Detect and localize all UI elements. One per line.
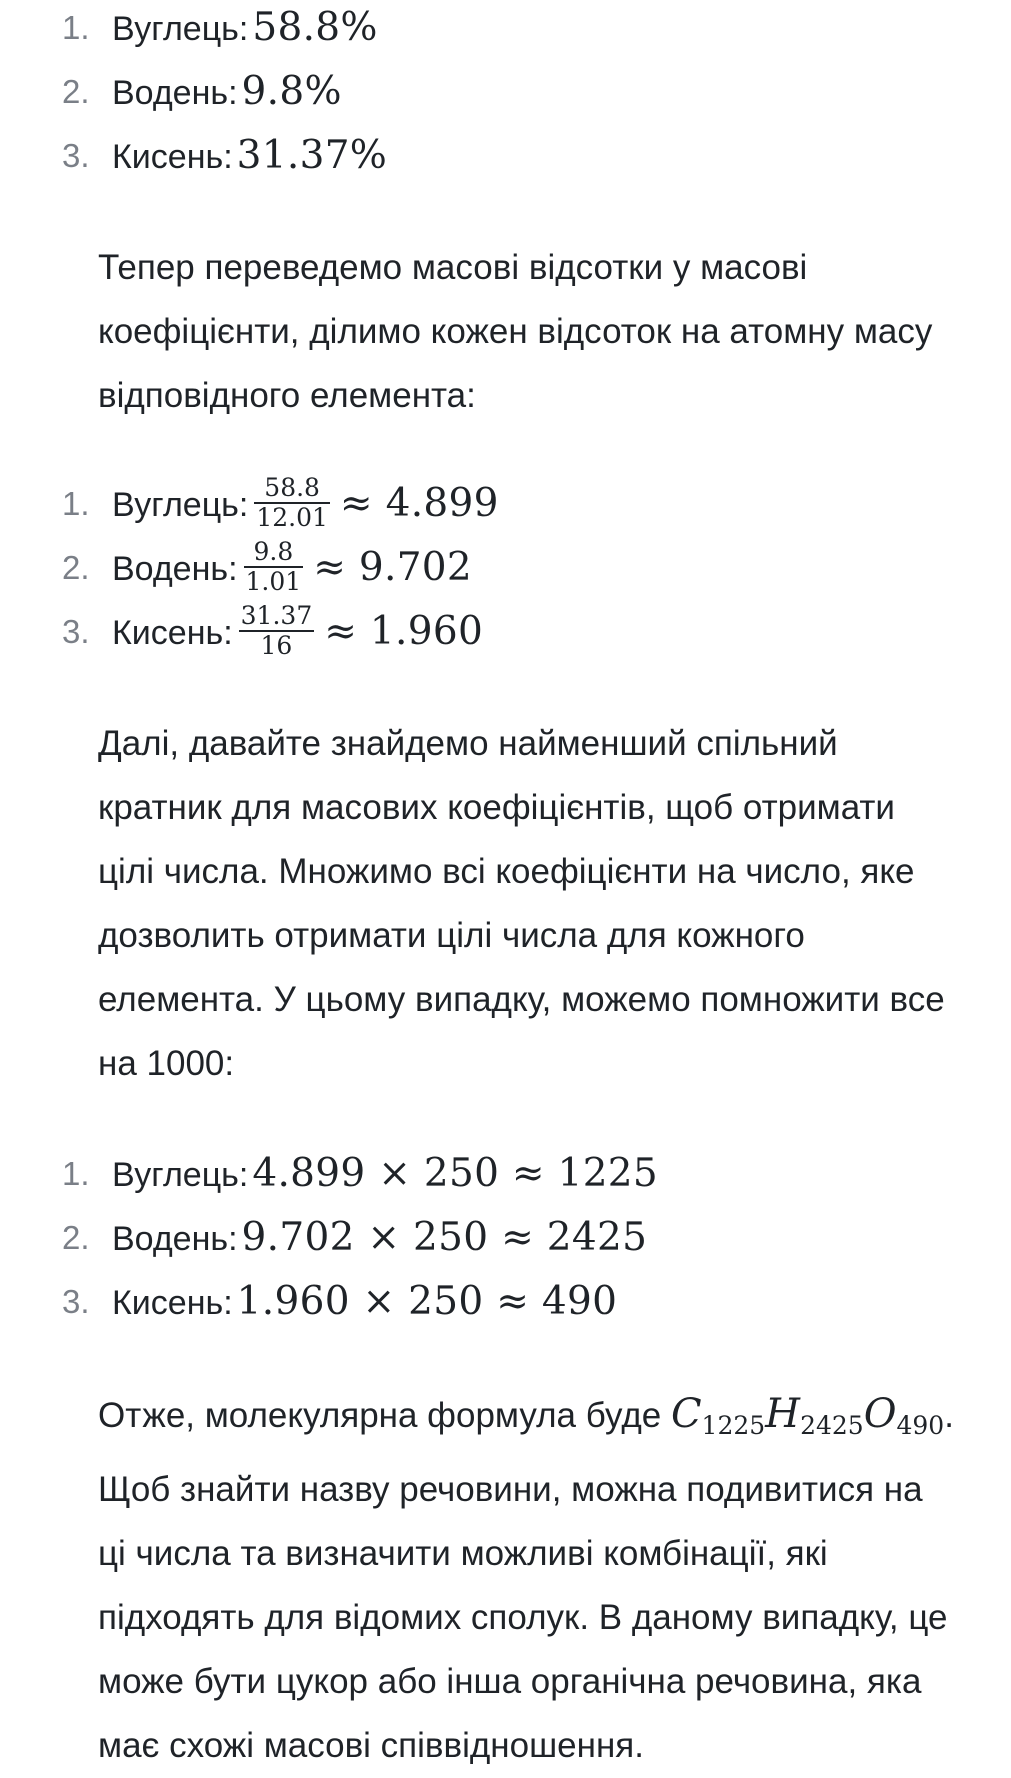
molecular-formula: [670, 1391, 945, 1440]
list-number: 1.: [62, 9, 90, 46]
list-number: 2.: [62, 549, 90, 586]
percent-value: 31.37%: [236, 133, 388, 178]
fraction-denominator: 16: [260, 631, 293, 661]
formula-element-c: C: [670, 1391, 702, 1437]
element-label: Вуглець:: [112, 1156, 249, 1194]
formula-element-h: H: [765, 1391, 801, 1437]
list-number: 1.: [62, 1155, 90, 1192]
formula-period: .: [944, 1396, 954, 1435]
paragraph-line: відповідного елемента:: [98, 376, 476, 415]
fraction: [244, 538, 304, 596]
paragraph-conclusion: [98, 1382, 998, 1778]
element-label: Вуглець:: [112, 486, 249, 524]
paragraph-line: може бути цукор або інша органічна речовина, яка: [98, 1662, 922, 1701]
multiplication-expression: 4.899 × 250 ≈ 1225: [252, 1151, 659, 1196]
paragraph-conversion: [98, 236, 998, 428]
fraction-denominator: 12.01: [256, 503, 328, 533]
element-label: Водень:: [112, 1220, 238, 1258]
percent-value: 58.8%: [252, 5, 378, 50]
fraction-denominator: 1.01: [245, 567, 302, 597]
paragraph-multiplier: [98, 712, 998, 1096]
fraction: [254, 474, 330, 532]
fraction-result: ≈ 4.899: [339, 481, 499, 526]
paragraph-line: підходять для відомих сполук. В даному випадку, це: [98, 1598, 948, 1637]
fraction-result: ≈ 9.702: [313, 545, 473, 590]
formula-intro-text: Отже, молекулярна формула буде: [98, 1396, 671, 1435]
paragraph-line: на 1000:: [98, 1044, 235, 1083]
formula-subscript-h: 2425: [800, 1411, 864, 1440]
paragraph-line: [98, 1382, 998, 1458]
multiplication-expression: 9.702 × 250 ≈ 2425: [241, 1215, 648, 1260]
formula-element-o: O: [863, 1391, 897, 1437]
paragraph-line: елемента. У цьому випадку, можемо помножити все: [98, 980, 945, 1019]
fraction-result: ≈ 1.960: [324, 609, 484, 654]
list-number: 3.: [62, 613, 90, 650]
paragraph-line: Далі, давайте знайдемо найменший спільний: [98, 724, 838, 763]
paragraph-line: цілі числа. Множимо всі коефіцієнти на число, яке: [98, 852, 915, 891]
fraction-numerator: 9.8: [244, 538, 304, 568]
list-number: 3.: [62, 137, 90, 174]
paragraph-line: коефіцієнти, ділимо кожен відсоток на атомну масу: [98, 312, 933, 351]
paragraph-line: Тепер переведемо масові відсотки у масові: [98, 248, 808, 287]
fraction-numerator: 31.37: [240, 601, 313, 631]
element-label: Кисень:: [112, 614, 233, 652]
element-label: Кисень:: [112, 1284, 233, 1322]
paragraph-line: дозволить отримати цілі числа для кожного: [98, 916, 805, 955]
multiplication-expression: 1.960 × 250 ≈ 490: [236, 1279, 618, 1324]
list-number: 1.: [62, 485, 90, 522]
paragraph-line: ці числа та визначити можливі комбінації, які: [98, 1534, 828, 1573]
fraction-numerator: 58.8: [254, 474, 330, 504]
formula-subscript-o: 490: [896, 1411, 945, 1440]
element-label: Вуглець:: [112, 10, 249, 48]
paragraph-line: кратник для масових коефіцієнтів, щоб отримати: [98, 788, 895, 827]
percent-value: 9.8%: [241, 69, 342, 114]
formula-subscript-c: 1225: [701, 1411, 766, 1440]
list-number: 2.: [62, 73, 90, 110]
element-label: Кисень:: [112, 138, 233, 176]
element-label: Водень:: [112, 74, 238, 112]
fraction: [239, 602, 315, 660]
list-number: 2.: [62, 1219, 90, 1256]
list-number: 3.: [62, 1283, 90, 1320]
element-label: Водень:: [112, 550, 238, 588]
paragraph-line: має схожі масові співвідношення.: [98, 1726, 644, 1765]
paragraph-line: Щоб знайти назву речовини, можна подивитися на: [98, 1470, 923, 1509]
